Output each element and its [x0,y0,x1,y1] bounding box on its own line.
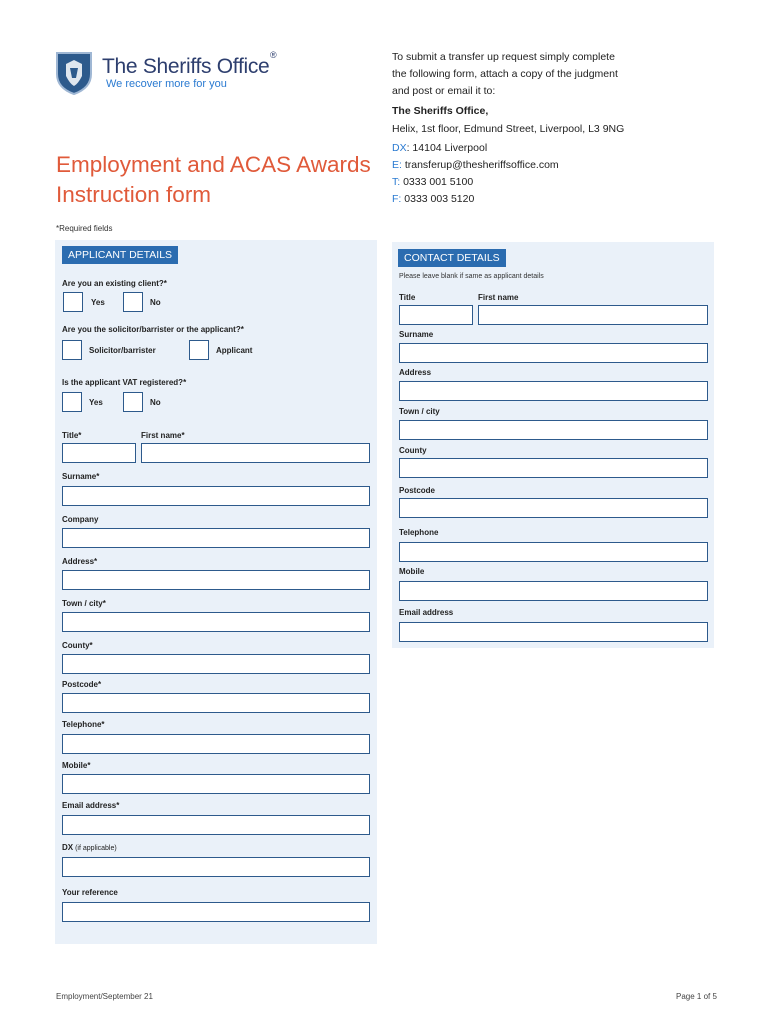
role-question: Are you the solicitor/barrister or the applicant?* [62,325,244,334]
contact-note: Please leave blank if same as applicant details [399,273,544,280]
contact-telephone-label: Telephone [399,528,439,537]
role-applicant-checkbox[interactable] [189,340,209,360]
applicant-email-input[interactable] [62,815,370,835]
contact-first-name-label: First name [478,293,519,302]
contact-surname-label: Surname [399,330,434,339]
fax-line [392,193,474,205]
page-title-line2: Instruction form [56,182,212,207]
fax-value: 0333 003 5120 [401,193,475,205]
tel-value: 0333 001 5100 [400,176,474,188]
role-solicitor-checkbox[interactable] [62,340,82,360]
contact-postcode-label: Postcode [399,486,436,495]
org-address: Helix, 1st floor, Edmund Street, Liverpool, L3 9NG [392,123,625,135]
brand-name: The Sheriffs Office [102,55,270,78]
applicant-town-label: Town / city* [62,599,106,608]
applicant-title-label: Title* [62,431,82,440]
contact-email-input[interactable] [399,622,708,642]
footer-document-ref: Employment/September 21 [56,992,153,1001]
applicant-title-input[interactable] [62,443,136,463]
existing-client-yes-checkbox[interactable] [63,292,83,312]
contact-address-label: Address [399,368,432,377]
email-link[interactable]: transferup@thesheriffsoffice.com [401,159,559,171]
applicant-first-name-label: First name* [141,431,185,440]
applicant-first-name-input[interactable] [141,443,370,463]
logo-shield-icon [54,50,94,96]
vat-no-checkbox[interactable] [123,392,143,412]
vat-yes-label: Yes [89,398,103,407]
contact-mobile-input[interactable] [399,581,708,601]
contact-title-input[interactable] [399,305,473,325]
contact-email-label: Email address [399,608,454,617]
applicant-company-label: Company [62,515,99,524]
applicant-postcode-label: Postcode* [62,680,102,689]
dx-field-note: (if applicable) [73,845,117,852]
org-name: The Sheriffs Office, [392,105,489,117]
contact-surname-input[interactable] [399,343,708,363]
applicant-telephone-input[interactable] [62,734,370,754]
dx-line [392,142,487,154]
applicant-email-label: Email address* [62,801,120,810]
page-title-line1: Employment and ACAS Awards [56,152,371,177]
applicant-details-heading: APPLICANT DETAILS [62,246,178,264]
applicant-address-input[interactable] [62,570,370,590]
tel-line [392,176,473,188]
contact-town-label: Town / city [399,407,440,416]
contact-town-input[interactable] [399,420,708,440]
applicant-telephone-label: Telephone* [62,720,105,729]
contact-details-heading: CONTACT DETAILS [398,249,506,267]
intro-line3: and post or email it to: [392,85,496,97]
footer-page-number: Page 1 of 5 [676,992,717,1001]
existing-client-yes-label: Yes [91,298,105,307]
applicant-mobile-label: Mobile* [62,761,91,770]
contact-mobile-label: Mobile [399,567,425,576]
contact-county-label: County [399,446,427,455]
contact-address-input[interactable] [399,381,708,401]
brand-tagline: We recover more for you [106,78,227,90]
applicant-county-input[interactable] [62,654,370,674]
applicant-town-input[interactable] [62,612,370,632]
email-label: E: [392,159,402,171]
intro-line2: the following form, attach a copy of the judgment [392,68,618,80]
contact-postcode-input[interactable] [399,498,708,518]
fax-label: F: [392,193,402,205]
vat-no-label: No [150,398,161,407]
vat-yes-checkbox[interactable] [62,392,82,412]
applicant-surname-label: Surname* [62,472,100,481]
existing-client-question: Are you an existing client?* [62,279,167,288]
role-solicitor-label: Solicitor/barrister [89,346,156,355]
contact-county-input[interactable] [399,458,708,478]
dx-value: : 14104 Liverpool [406,142,488,154]
contact-title-label: Title [399,293,416,302]
brand-registered-mark: ® [270,50,277,60]
applicant-postcode-input[interactable] [62,693,370,713]
required-note: *Required fields [56,224,113,233]
applicant-county-label: County* [62,641,93,650]
applicant-dx-label [62,843,117,852]
email-line [392,159,559,171]
intro-line1: To submit a transfer up request simply complete [392,51,615,63]
vat-question: Is the applicant VAT registered?* [62,378,187,387]
dx-field-label: DX [62,843,74,852]
dx-label: DX [392,142,407,154]
role-applicant-label: Applicant [216,346,253,355]
applicant-surname-input[interactable] [62,486,370,506]
applicant-reference-input[interactable] [62,902,370,922]
applicant-dx-input[interactable] [62,857,370,877]
tel-label: T: [392,176,401,188]
applicant-mobile-input[interactable] [62,774,370,794]
existing-client-no-checkbox[interactable] [123,292,143,312]
applicant-address-label: Address* [62,557,98,566]
contact-telephone-input[interactable] [399,542,708,562]
contact-first-name-input[interactable] [478,305,708,325]
applicant-reference-label: Your reference [62,888,118,897]
applicant-company-input[interactable] [62,528,370,548]
existing-client-no-label: No [150,298,161,307]
